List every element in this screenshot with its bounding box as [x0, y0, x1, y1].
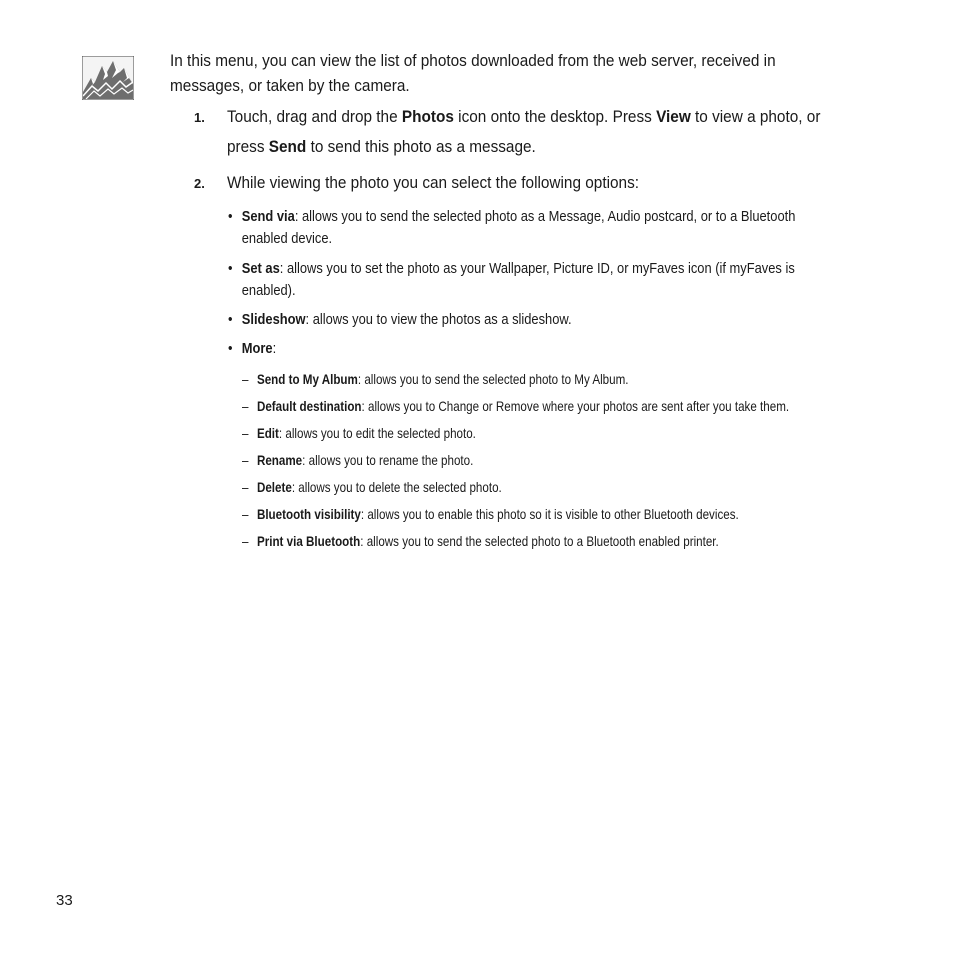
view-term: View [656, 108, 691, 126]
intro-line-2: messages, or taken by the camera. [170, 77, 410, 95]
option-set-as: • Set as: allows you to set the photo as your Wallpaper, Picture ID, or myFaves icon (if myFaves is enabled). [228, 260, 795, 299]
step-1-line-2: press Send to send this photo as a message. [227, 138, 536, 156]
more-delete: – Delete: allows you to delete the selected photo. [242, 479, 502, 495]
step-1-line-1: Touch, drag and drop the Photos icon onto the desktop. Press View to view a photo, or [227, 108, 821, 126]
photos-term: Photos [401, 108, 454, 126]
more-send-to-my-album: – Send to My Album: allows you to send the selected photo to My Album. [242, 371, 629, 387]
step-1 [227, 102, 820, 162]
photos-mountain-icon [82, 56, 134, 100]
step-number-1: 1. [194, 110, 205, 125]
step-2 [227, 168, 639, 198]
step-2-text: While viewing the photo you can select the following options: [227, 174, 640, 192]
option-slideshow: • Slideshow: allows you to view the photos as a slideshow. [228, 311, 572, 328]
more-bluetooth-visibility: – Bluetooth visibility: allows you to enable this photo so it is visible to other Bluetooth devices. [242, 506, 739, 522]
page-number: 33 [56, 892, 73, 909]
more-print-via-bluetooth: – Print via Bluetooth: allows you to send the selected photo to a Bluetooth enabled printer. [242, 533, 719, 549]
intro-line-1: In this menu, you can view the list of photos downloaded from the web server, received in [170, 52, 776, 70]
more-rename: – Rename: allows you to rename the photo. [242, 452, 474, 468]
intro-paragraph [170, 49, 821, 99]
more-edit: – Edit: allows you to edit the selected photo. [242, 425, 476, 441]
step-number-2: 2. [194, 176, 205, 191]
send-term: Send [268, 138, 307, 156]
option-more: • More: [228, 340, 277, 357]
option-send-via: • Send via: allows you to send the selected photo as a Message, Audio postcard, or to a Bluetooth enabled device. [228, 208, 796, 247]
more-default-destination: – Default destination: allows you to Change or Remove where your photos are sent after you take them. [242, 398, 790, 414]
